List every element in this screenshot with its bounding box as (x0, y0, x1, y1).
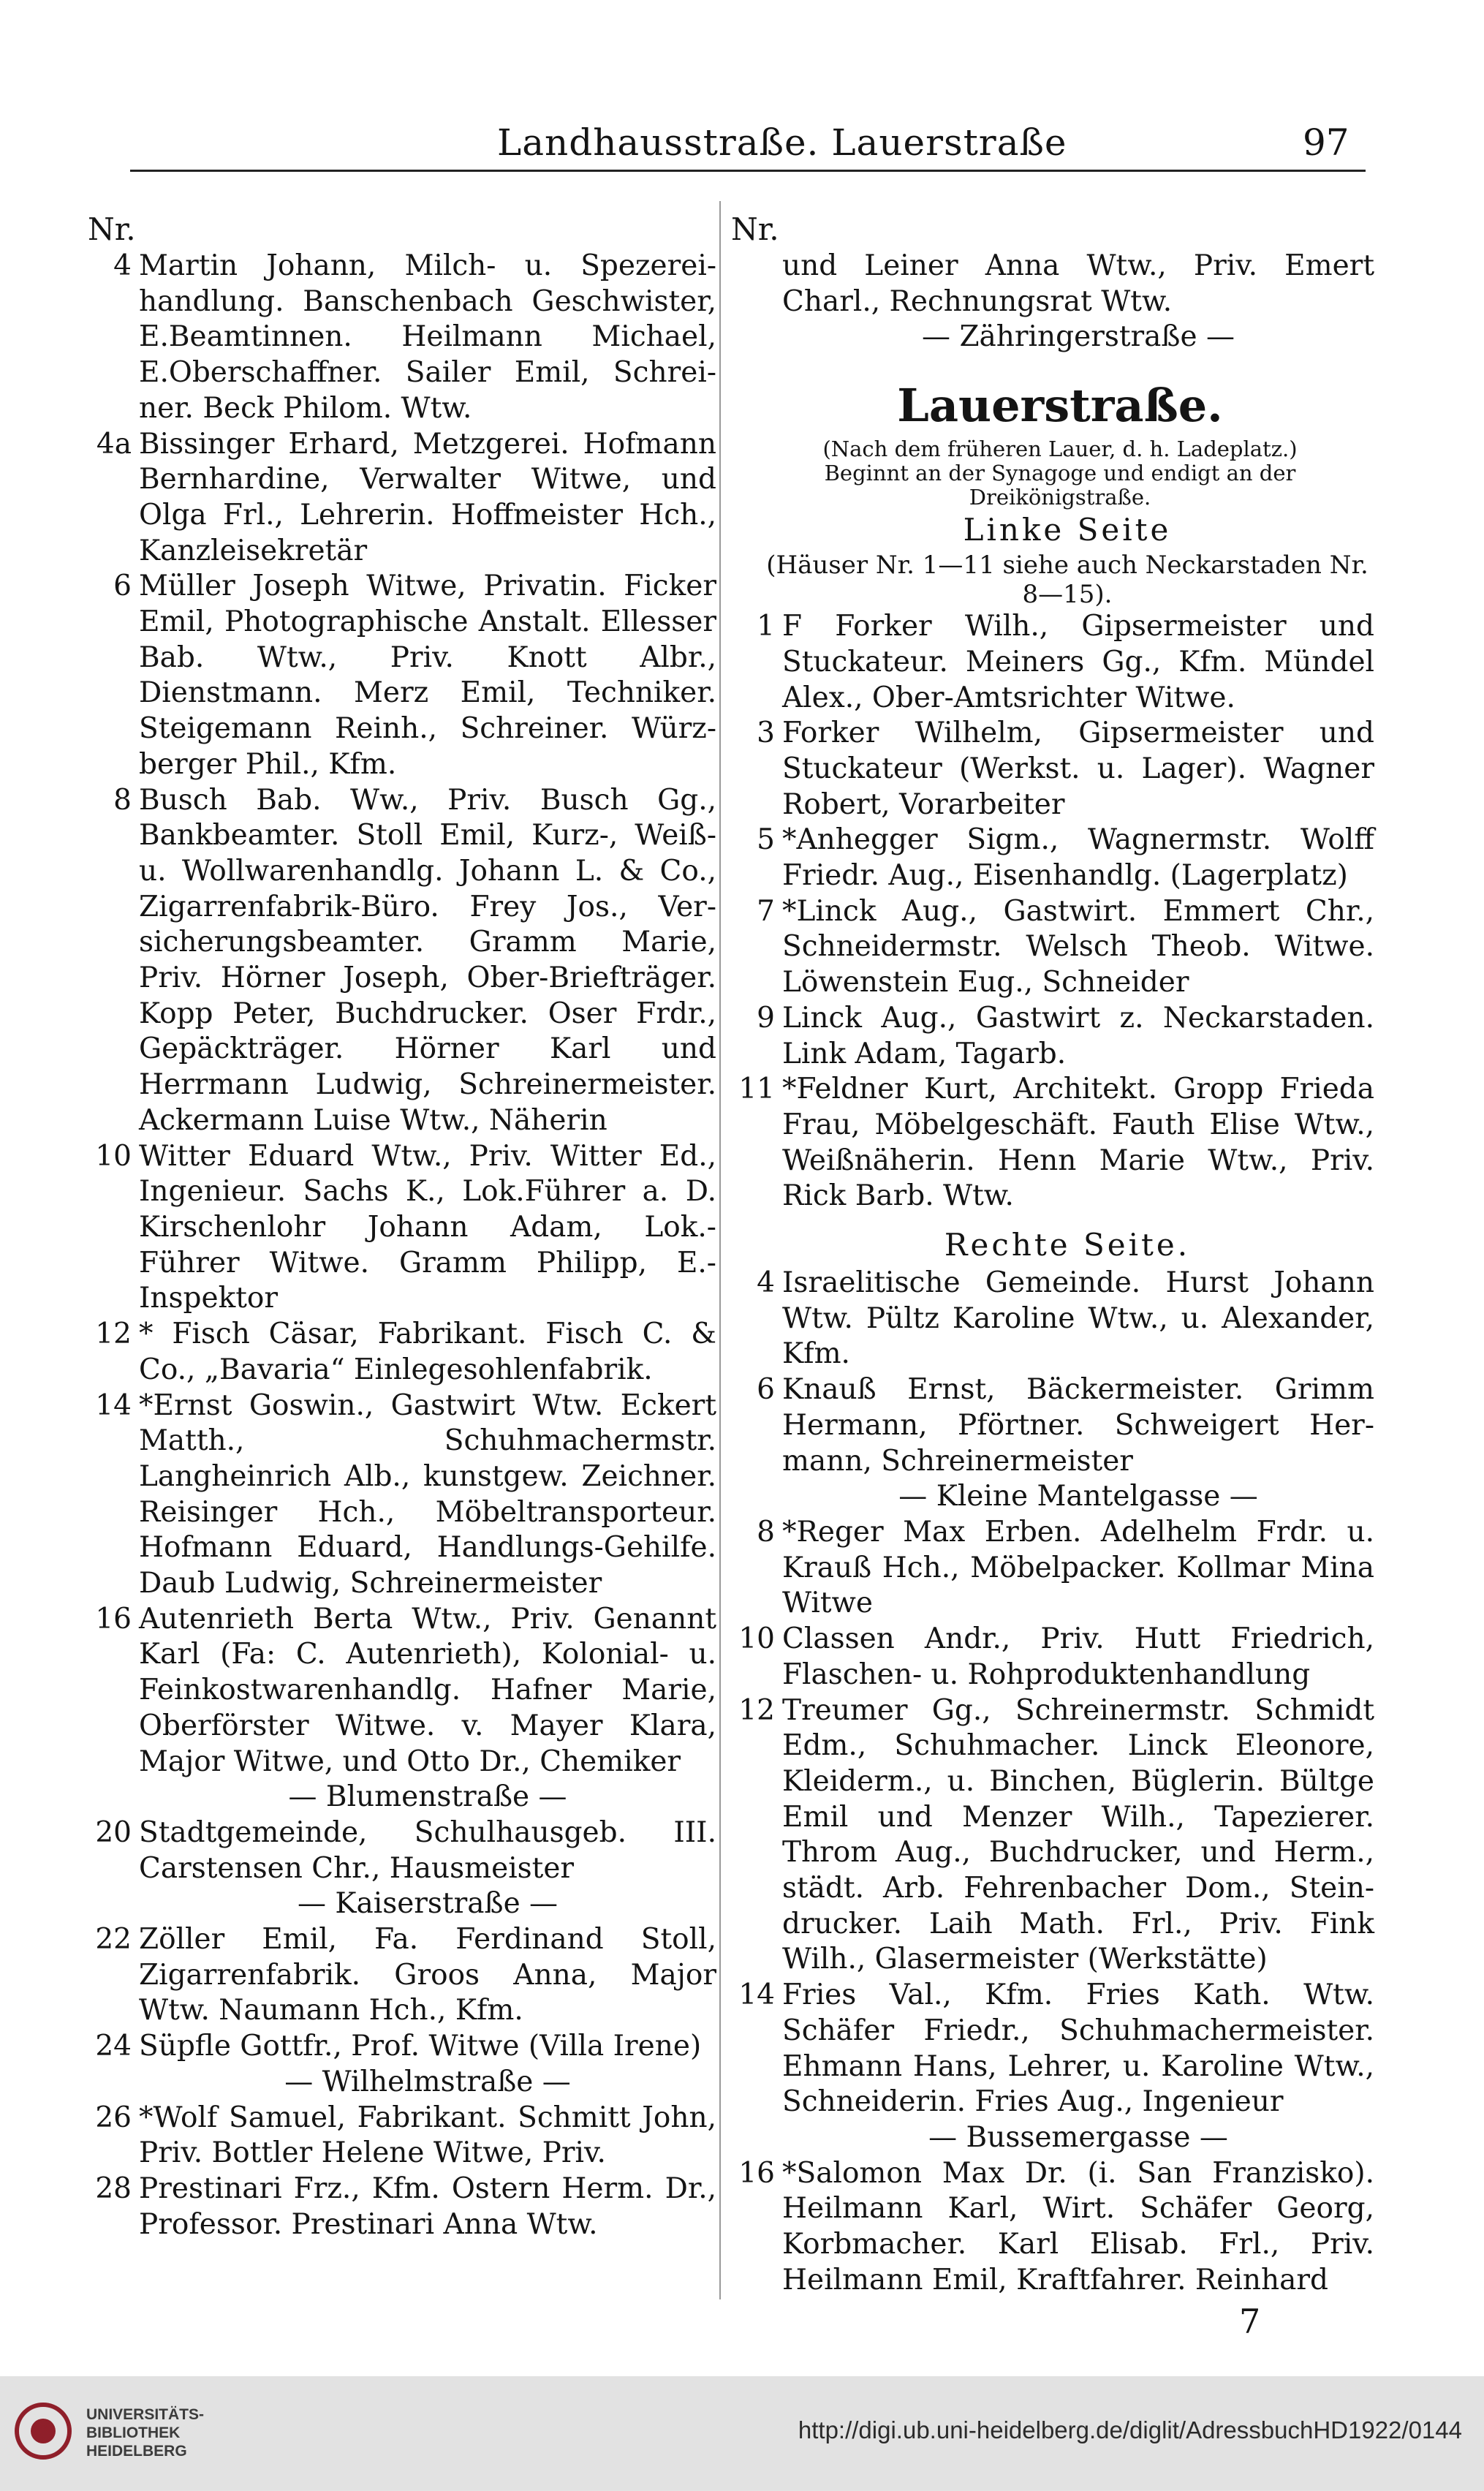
house-number: 22 (95, 1923, 132, 1957)
entry-text: *Salomon Max Dr. (i. San Franzisko). Heilmann Karl, Wirt. Schäfer Georg, Korbmacher. Karl Elisab. Frl., Priv. Heilmann Emil, Kraftfahrer. Reinhard (782, 2156, 1374, 2297)
entry-text: Knauß Ernst, Bäckermeister. Grimm Hermann, Pförtner. Schweigert Hermann, Schreinermeister (782, 1373, 1374, 1478)
address-entry (88, 1317, 716, 1388)
house-number: 6 (113, 570, 132, 603)
cross-street: — Kleine Mantelgasse — (898, 1480, 1258, 1513)
entry-text: *Linck Aug., Gastwirt. Emmert Chr., Schneidermstr. Welsch Theob. Witwe. Löwenstein Eug., Schneider (782, 894, 1374, 999)
house-number: 10 (95, 1139, 132, 1173)
entry-text: * Fisch Cäsar, Fabrikant. Fisch C. & Co., „Bavaria“ Einlegesohlenfabrik. (139, 1318, 716, 1386)
address-entry (731, 1622, 1374, 1693)
house-number: 7 (757, 894, 775, 928)
house-number: 16 (95, 1602, 132, 1636)
address-entry (731, 716, 1374, 823)
left-column (88, 211, 716, 2242)
entry-text: Müller Joseph Witwe, Privatin. Ficker Emil, Photographische Anstalt. Ellesser Bab. Wtw., Priv. Knott Albr., Dienstmann. Merz Emil, Techniker. Steigemann Reinh., Schreiner. Würzberger Phil., Kfm. (139, 570, 716, 781)
entry-text: F Forker Wilh., Gipsermeister und Stuckateur. Meiners Gg., Kfm. Mündel Alex., Ober-Amtsrichter Witwe. (782, 610, 1374, 714)
entry-text: Israelitische Gemeinde. Hurst Johann Wtw. Pültz Karoline Wtw., u. Alexander, Kfm. (782, 1266, 1374, 1371)
address-entry (731, 1515, 1374, 1622)
left-side-heading: Linke Seite (963, 512, 1172, 548)
address-entry (88, 1815, 716, 1886)
address-entry (731, 1001, 1374, 1072)
address-entry (731, 1372, 1374, 1479)
house-number: 5 (757, 823, 775, 857)
address-entry (731, 1978, 1374, 2120)
address-entry (88, 2171, 716, 2242)
address-entry (88, 1602, 716, 1780)
entry-text: Witter Eduard Wtw., Priv. Witter Ed., Ingenieur. Sachs K., Lok.Führer a. D. Kirschenlohr Johann Adam, Lok.-Führer Witwe. Gramm Philipp, E.-Inspektor (139, 1139, 716, 1315)
cross-street: — Blumenstraße — (288, 1780, 567, 1814)
house-number: 3 (757, 717, 775, 750)
house-number: 6 (757, 1373, 775, 1407)
cross-street: — Bussemergasse — (928, 2120, 1228, 2154)
address-entry (731, 1072, 1374, 1214)
entry-text: Zöller Emil, Fa. Ferdinand Stoll, Zigarrenfabrik. Groos Anna, Major Wtw. Naumann Hch., Kfm. (139, 1923, 716, 2027)
left-entries (88, 249, 716, 2242)
house-number: 11 (738, 1073, 775, 1106)
house-number: 8 (113, 783, 132, 817)
address-entry (88, 249, 716, 427)
header-rule (130, 170, 1366, 172)
address-entry (88, 1388, 716, 1602)
right-column (731, 211, 1374, 2298)
entry-text: Prestinari Frz., Kfm. Ostern Herm. Dr., Professor. Prestinari Anna Wtw. (139, 2171, 716, 2241)
page-header (0, 117, 1484, 168)
entry-text: Süpfle Gottfr., Prof. Witwe (Villa Irene) (139, 2030, 702, 2063)
nr-label: Nr. (88, 211, 136, 247)
house-number: 24 (95, 2030, 132, 2063)
house-number: 14 (738, 1978, 775, 2012)
address-entry (731, 609, 1374, 716)
source-url-link[interactable]: http://digi.ub.uni-heidelberg.de/diglit/AdressbuchHD1922/0144 (798, 2416, 1462, 2443)
entry-text: Classen Andr., Priv. Hutt Friedrich, Flaschen- u. Rohproduktenhandlung (782, 1622, 1374, 1691)
footer-page-number: 7 (1239, 2302, 1261, 2341)
cross-street: — Wilhelmstraße — (284, 2065, 571, 2098)
entry-text: und Leiner Anna Wtw., Priv. Emert Charl., Rechnungsrat Wtw. (782, 249, 1374, 318)
entry-text: Autenrieth Berta Wtw., Priv. Genannt Karl (Fa: C. Autenrieth), Kolonial- u. Feinkostwarenhandlg. Hafner Marie, Oberförster Witwe. v. Mayer Klara, Major Witwe, und Otto Dr., Chemiker (139, 1602, 716, 1778)
cross-street: — Zähringerstraße — (922, 320, 1235, 354)
entry-text: Bissinger Erhard, Metzgerei. Hofmann Bernhardine, Verwalter Witwe, und Olga Frl., Lehrerin. Hoffmeister Hch., Kanzleisekretär (139, 427, 716, 567)
continued-entry (731, 249, 1374, 320)
address-entry (88, 2029, 716, 2065)
address-entry (88, 2101, 716, 2171)
entry-text: *Reger Max Erben. Adelhelm Frdr. u. Krauß Hch., Möbelpacker. Kollmar Mina Witwe (782, 1515, 1374, 1620)
house-number: 9 (757, 1001, 775, 1035)
entry-text: *Feldner Kurt, Architekt. Gropp Frieda Frau, Möbelgeschäft. Fauth Elise Wtw., Weißnäherin. Henn Marie Wtw., Priv. Rick Barb. Wtw. (782, 1073, 1374, 1213)
entry-text: Busch Bab. Ww., Priv. Busch Gg., Bankbeamter. Stoll Emil, Kurz-, Weiß- u. Wollwarenhandlg. Johann L. & Co., Zigarrenfabrik-Büro. Frey Jos., Versicherungsbeamter. Gramm Marie, Priv. Hörner Joseph, Ober-Briefträger. Kopp Peter, Buchdrucker. Oser Frdr., Gepäckträger. Hörner Karl und Herrmann Ludwig, Schreinermeister. Ackermann Luise Wtw., Näherin (139, 783, 716, 1137)
library-logo-icon (15, 2403, 72, 2460)
address-entry (88, 1922, 716, 2029)
entry-text: Forker Wilhelm, Gipsermeister und Stuckateur (Werkst. u. Lager). Wagner Robert, Vorarbeiter (782, 717, 1374, 821)
address-entry (88, 569, 716, 782)
column-divider (719, 201, 721, 2299)
course-note: Beginnt an der Synagoge und endigt an der Dreikönigstraße. (824, 461, 1296, 510)
nr-label: Nr. (731, 211, 779, 247)
entry-text: Treumer Gg., Schreinermstr. Schmidt Edm., Schuhmacher. Linck Eleonore, Kleiderm., u. Binchen, Büglerin. Bültge Emil und Menzer Wilh., Tapezierer. Throm Aug., Buchdrucker, und Herm., städt. Arb. Fehrenbacher Dom., Steindrucker. Laih Math. Frl., Priv. Fink Wilh., Glasermeister (Werkstätte) (782, 1693, 1374, 1976)
address-entry (731, 1266, 1374, 1372)
address-entry (88, 1139, 716, 1318)
house-number: 10 (738, 1622, 775, 1656)
right-side-entries (731, 1266, 1374, 2298)
house-number: 12 (738, 1693, 775, 1727)
entry-text: *Anhegger Sigm., Wagnermstr. Wolff Friedr. Aug., Eisenhandlg. (Lagerplatz) (782, 823, 1374, 893)
entry-text: *Wolf Samuel, Fabrikant. Schmitt John, Priv. Bottler Helene Witwe, Priv. (139, 2101, 716, 2170)
page-number: 97 (1303, 121, 1349, 164)
house-number: 4 (757, 1266, 775, 1300)
house-number: 28 (95, 2171, 132, 2205)
house-number: 14 (95, 1388, 132, 1422)
library-footer-bar (0, 2376, 1484, 2491)
origin-note: (Nach dem früheren Lauer, d. h. Ladeplatz.) (822, 436, 1298, 462)
entry-text: Linck Aug., Gastwirt z. Neckarstaden. Link Adam, Tagarb. (782, 1001, 1374, 1070)
entry-text: *Ernst Goswin., Gastwirt Wtw. Eckert Matth., Schuhmachermstr. Langheinrich Alb., kunstgew. Zeichner. Reisinger Hch., Möbeltransporteur. Hofmann Eduard, Handlungs-Gehilfe. Daub Ludwig, Schreinermeister (139, 1388, 716, 1600)
library-name: UNIVERSITÄTS- BIBLIOTHEK HEIDELBERG (86, 2406, 205, 2460)
house-number: 4 (113, 249, 132, 282)
house-number: 1 (757, 610, 775, 643)
houses-note: (Häuser Nr. 1—11 siehe auch Neckarstaden Nr. 8—15). (766, 551, 1368, 610)
entry-text: Stadtgemeinde, Schulhausgeb. III. Carstensen Chr., Hausmeister (139, 1815, 716, 1885)
address-entry (731, 2156, 1374, 2299)
address-entry (731, 823, 1374, 893)
house-number: 26 (95, 2101, 132, 2134)
address-entry (88, 783, 716, 1139)
house-number: 4a (96, 427, 132, 461)
house-number: 16 (738, 2156, 775, 2190)
house-number: 12 (95, 1318, 132, 1351)
running-title: Landhausstraße. Lauerstraße (497, 121, 1067, 164)
cross-street: — Kaiserstraße — (297, 1887, 559, 1921)
entry-text: Martin Johann, Milch- u. Spezereihandlung. Banschenbach Geschwister, E.Beamtinnen. Heilmann Michael, E.Oberschaffner. Sailer Emil, Schreiner. Beck Philom. Wtw. (139, 249, 716, 425)
address-entry (731, 894, 1374, 1001)
left-side-entries (731, 609, 1374, 1214)
house-number: 20 (95, 1815, 132, 1849)
entry-text: Fries Val., Kfm. Fries Kath. Wtw. Schäfer Friedr., Schuhmachermeister. Ehmann Hans, Lehrer, u. Karoline Wtw., Schneiderin. Fries Aug., Ingenieur (782, 1978, 1374, 2119)
address-entry (88, 427, 716, 570)
street-title: Lauerstraße. (897, 379, 1223, 433)
address-entry (731, 1693, 1374, 1978)
house-number: 8 (757, 1515, 775, 1549)
right-side-heading: Rechte Seite. (944, 1227, 1191, 1263)
